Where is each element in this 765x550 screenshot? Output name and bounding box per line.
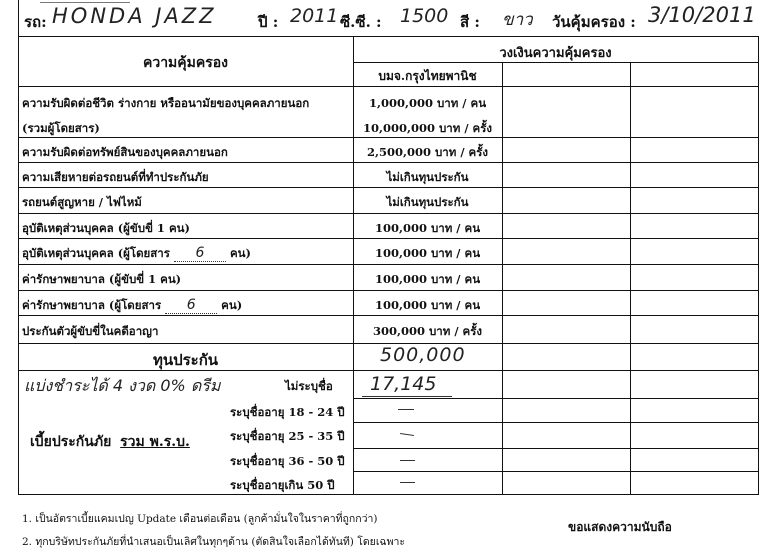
sum-insured-label: ทุนประกัน xyxy=(152,351,219,369)
row-label-pa-driver: อุบัติเหตุส่วนบุคคล (ผู้ขับขี่ 1 คน) xyxy=(22,221,190,235)
color-value: ขาว xyxy=(502,10,533,30)
coverage-header: ความคุ้มครอง xyxy=(142,55,229,71)
pa-passenger-count: 6 xyxy=(195,245,205,261)
row-amount-property: 2,500,000 บาท / ครั้ง xyxy=(366,145,489,159)
no-driver-label: ไม่ระบุชื่อ xyxy=(285,379,333,393)
premium-underline xyxy=(362,396,452,397)
age-row-over-50-label: ระบุชื่ออายุเกิน 50 ปี xyxy=(230,478,335,492)
row-amount-pa-passenger: 100,000 บาท / คน xyxy=(374,246,481,260)
row-label-property: ความรับผิดต่อทรัพย์สินของบุคคลภายนอก xyxy=(22,145,228,159)
date-label: วันคุ้มครอง : xyxy=(552,13,636,31)
cc-label: ซี.ซี. : xyxy=(340,13,382,31)
medical-passenger-count: 6 xyxy=(186,297,196,313)
row-label-including-passengers: (รวมผู้โดยสาร) xyxy=(22,121,100,135)
closing-regards: ขอแสดงความนับถือ xyxy=(568,520,672,534)
row-amount-theft-fire: ไม่เกินทุนประกัน xyxy=(386,195,469,209)
row-amount-bail-bond: 300,000 บาท / ครั้ง xyxy=(372,324,483,338)
row-amount-medical-passenger: 100,000 บาท / คน xyxy=(374,298,481,312)
car-label: รถ: xyxy=(24,13,47,31)
age-row-25-35-dash xyxy=(400,433,414,436)
limit-header: วงเงินความคุ้มครอง xyxy=(499,46,612,61)
row-label-theft-fire: รถยนต์สูญหาย / ไฟไหม้ xyxy=(22,195,142,209)
car-value: HONDA JAZZ xyxy=(52,4,217,28)
row-amount-including-passengers: 10,000,000 บาท / ครั้ง xyxy=(362,121,493,135)
insurer-name: บมจ.กรุงไทยพานิช xyxy=(378,69,477,83)
age-row-18-24-dash xyxy=(398,409,414,410)
row-amount-pa-driver: 100,000 บาท / คน xyxy=(374,221,481,235)
age-row-36-50-dash xyxy=(400,460,415,461)
age-row-18-24-label: ระบุชื่ออายุ 18 - 24 ปี xyxy=(230,405,345,419)
age-row-36-50-label: ระบุชื่ออายุ 36 - 50 ปี xyxy=(230,454,345,468)
color-label: สี : xyxy=(460,13,480,31)
no-driver-premium: 17,145 xyxy=(370,373,437,395)
row-amount-medical-driver: 100,000 บาท / คน xyxy=(374,272,481,286)
sum-insured-value: 500,000 xyxy=(380,344,466,366)
age-row-25-35-label: ระบุชื่ออายุ 25 - 35 ปี xyxy=(230,429,345,443)
row-label-own-damage: ความเสียหายต่อรถยนต์ที่ทำประกันภัย xyxy=(22,170,209,184)
age-row-over-50-dash xyxy=(400,482,415,483)
installment-note: แบ่งชำระได้ 4 งวด 0% ดรีม xyxy=(24,376,221,395)
row-amount-liability-life: 1,000,000 บาท / คน xyxy=(368,96,487,110)
row-label-liability-life: ความรับผิดต่อชีวิต ร่างกาย หรืออนามัยของบุคคลภายนอก xyxy=(22,96,310,110)
footer-note-1: 1. เป็นอัตราเบี้ยแคมเปญ Update เดือนต่อเดือน (ลูกค้ามั่นใจในราคาที่ถูกกว่า) xyxy=(22,513,378,525)
row-amount-own-damage: ไม่เกินทุนประกัน xyxy=(386,170,469,184)
premium-label: เบี้ยประกันภัย รวม พ.ร.บ. xyxy=(30,434,190,450)
footer-note-2: 2. ทุกบริษัทประกันภัยที่นำเสนอเป็นเลิศในทุกๆด้าน (ตัดสินใจเลือกได้ทันที) โดยเฉพาะ xyxy=(22,536,406,548)
row-label-medical-driver: ค่ารักษาพยาบาล (ผู้ขับขี่ 1 คน) xyxy=(22,272,182,286)
top-edge-scribble xyxy=(40,0,130,3)
year-value: 2011 xyxy=(290,5,339,27)
date-value: 3/10/2011 xyxy=(648,3,756,27)
year-label: ปี : xyxy=(258,13,279,31)
row-label-bail-bond: ประกันตัวผู้ขับขี่ในคดีอาญา xyxy=(22,324,159,338)
row-label-medical-passenger: ค่ารักษาพยาบาล (ผู้โดยสาร 6 คน) xyxy=(22,297,243,313)
cc-value: 1500 xyxy=(400,5,449,27)
row-label-pa-passenger: อุบัติเหตุส่วนบุคคล (ผู้โดยสาร 6 คน) xyxy=(22,245,251,261)
